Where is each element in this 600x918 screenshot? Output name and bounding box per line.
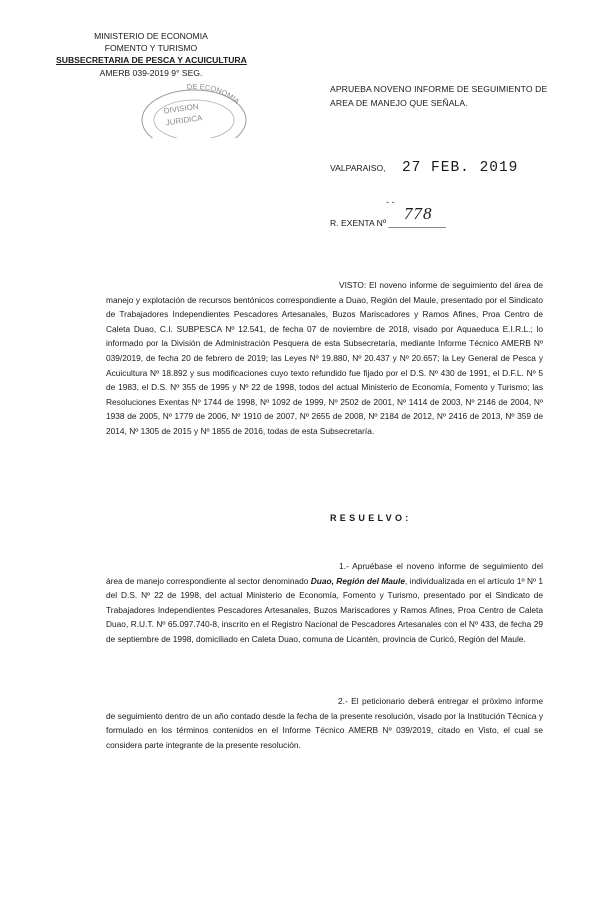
dateline-place: VALPARAISO, <box>330 163 386 173</box>
visto-lead: VISTO: El noveno informe de seguimiento del <box>339 280 512 290</box>
p1-body-b: , individualizada en el artículo 1º Nº 1 del D.S. Nº 22 de 1998, del actual Ministerio de Economía, Fomento y Turismo, presentado por el Sindicato de Trabajadores Independientes Pescadores Artesanales, Buzos Mariscadores y Ramos Afines, Proa Centro de Caleta Duao, R.U.T. Nº 65.097.740-8, inscrito en el Registro Nacional de Pescadores Artesanales con el Nº 433, de fecha 29 de septiembre de 1998, domiciliado en Caleta Duao, comuna de Licantén, provincia de Curicó, Región del Maule. <box>106 575 544 644</box>
stamp-outer-text: DE ECONOMIA <box>186 82 242 106</box>
stamp-inner-text-2: JURIDICA <box>165 113 203 128</box>
visto-paragraph <box>106 278 543 439</box>
p1-body-a: del área de manejo correspondiente al sector denominado <box>106 561 543 586</box>
resolution-subject: APRUEBA NOVENO INFORME DE SEGUIMIENTO DE AREA DE MANEJO QUE SEÑALA. <box>330 84 548 108</box>
resolution-exenta-label: R. EXENTA Nº ____________ <box>330 218 446 228</box>
resuelvo-heading: RESUELVO: <box>330 513 412 523</box>
visto-body: área de manejo y explotación de recursos bentónicos correspondiente a Duao, Región del Maule, presentado por el Sindicato de Trabajadores Independientes Pescadores Artesanales, Buzos Mariscadores y Ramos Afines, Proa Centro de Caleta Duao, C.I. SUBPESCA Nº 12.541, de fecha 07 de noviembre de 2018, visado por Aquaeduca E.I.R.L.; lo informado por la División de Administración Pesquera de esta Subsecretaría, mediante Informe Técnico AMERB Nº 039/2019, de fecha 20 de febrero de 2019; las Leyes Nº 19.880, Nº 20.437 y Nº 20.657; la Ley General de Pesca y Acuicultura Nº 18.892 y sus modificaciones cuyo texto refundido fue fijado por el D.S. Nº 430 de 1991, el D.F.L. Nº 5 de 1983, el D.S. Nº 355 de 1995 y Nº 22 de 1998, todos del actual Ministerio de Economía, Fomento y Turismo; las Resoluciones Exentas Nº 1744 de 1998, Nº 1092 de 1999, Nº 2502 de 2001, Nº 1414 de 2003, Nº 2146 de 2004, Nº 1938 de 2005, Nº 1779 de 2006, Nº 1910 de 2007, Nº 2655 de 2008, Nº 2184 de 2012, Nº 2416 de 2013, Nº 359 de 2014, Nº 1305 de 2015 y Nº 1855 de 2016, todas de esta Subsecretaría. <box>106 280 543 436</box>
dateline <box>330 160 518 176</box>
p1-bold-area: Duao, Región del Maule <box>310 575 405 586</box>
stamp-inner-text-1: DIVISION <box>163 101 200 116</box>
ministry-header <box>56 30 246 79</box>
header-fomento: FOMENTO Y TURISMO <box>104 43 198 54</box>
resolution-number: 778 <box>404 204 433 223</box>
paragraph-2 <box>106 694 543 752</box>
paragraph-1 <box>106 559 543 647</box>
header-ministry: MINISTERIO DE ECONOMIA <box>94 31 208 41</box>
header-reference: AMERB 039-2019 9° SEG. <box>99 67 203 78</box>
division-juridica-stamp <box>136 76 248 138</box>
p2-body: informe de seguimiento dentro de un año contado desde la fecha de la presente resolución, visado por la Institución Técnica y formulado en los términos contenidos en el Informe Técnico AMERB Nº 039/2019, citado en Visto, el cual se considera parte integrante de la presente resolución. <box>106 696 543 750</box>
p1-lead: 1.- Apruébase el noveno informe de seguimiento <box>339 561 528 571</box>
resolution-mark: - - <box>386 197 395 207</box>
p2-lead: 2.- El peticionario deberá entregar el próximo <box>338 696 512 706</box>
dateline-date: 27 FEB. 2019 <box>401 160 519 176</box>
header-subsecretaria: SUBSECRETARIA DE PESCA Y ACUICULTURA <box>56 55 247 66</box>
